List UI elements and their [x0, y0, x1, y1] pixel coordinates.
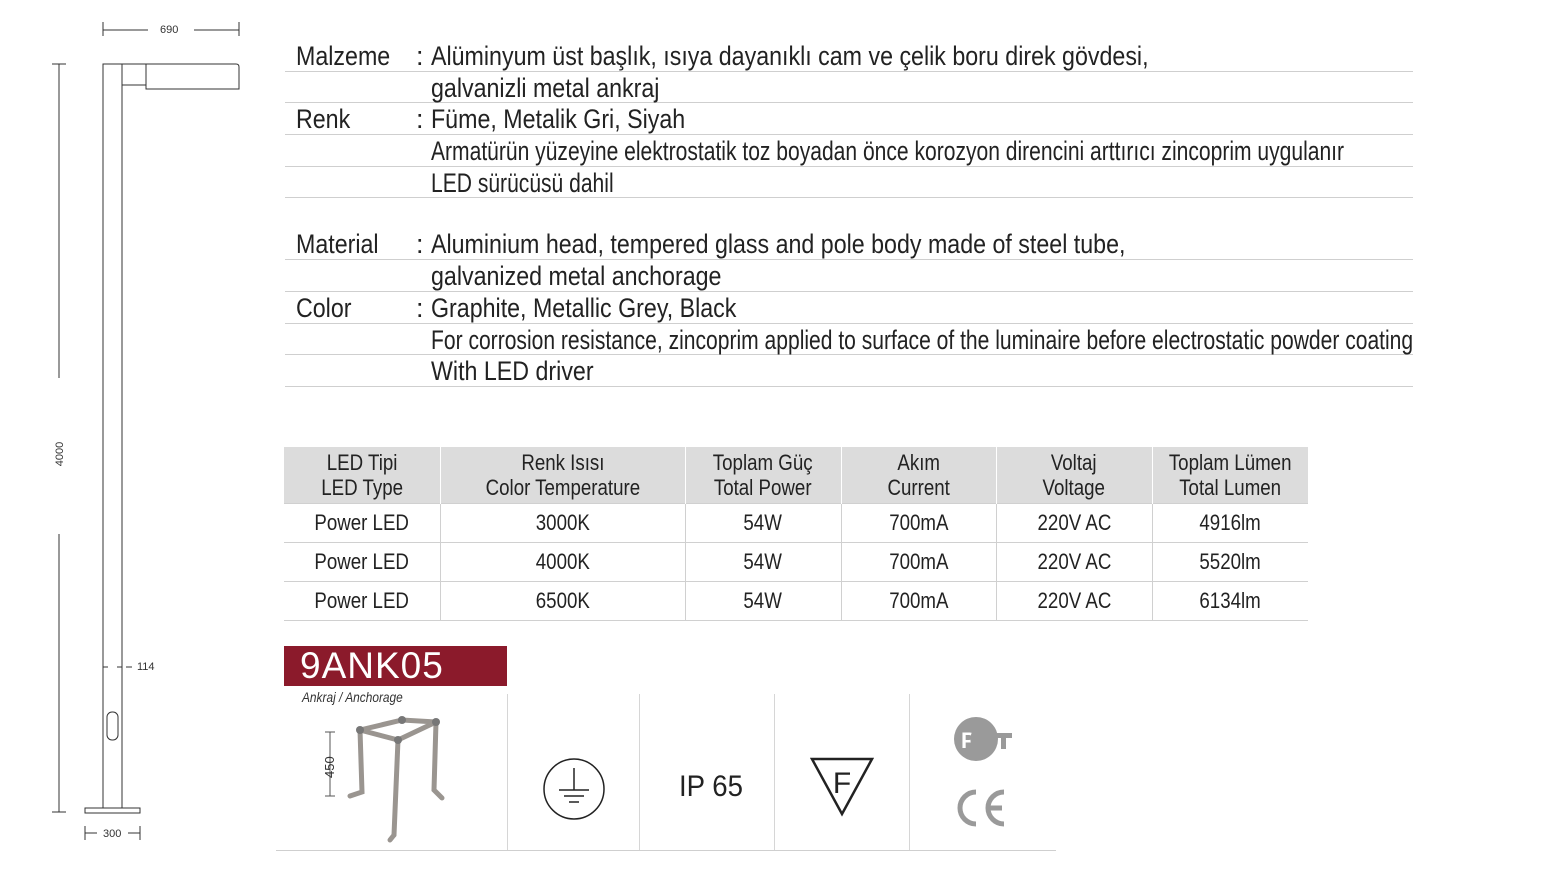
table-cell: 54W [685, 582, 841, 621]
anchorage-image [300, 710, 480, 850]
table-cell: 5520lm [1152, 543, 1308, 582]
width-dimension-label: 690 [160, 24, 179, 36]
pct-certification-icon [952, 715, 1014, 763]
ip-rating: IP 65 [679, 770, 743, 803]
column-header-total-power: Toplam Güç Total Power [685, 447, 841, 504]
table-cell: Power LED [284, 504, 440, 543]
table-cell: 220V AC [996, 582, 1152, 621]
column-header-color-temperature: Renk Isısı Color Temperature [440, 447, 685, 504]
spec-value: Füme, Metalik Gri, Siyah [431, 104, 686, 135]
column-header-voltage: Voltaj Voltage [996, 447, 1152, 504]
spec-line [285, 72, 1413, 104]
technical-data-table [284, 447, 1308, 621]
spec-colon: : [416, 229, 424, 260]
table-cell: 220V AC [996, 504, 1152, 543]
column-header-total-lumen: Toplam Lümen Total Lumen [1152, 447, 1308, 504]
spec-label: Material [296, 229, 379, 260]
table-cell: 6500K [440, 582, 685, 621]
table-cell: 54W [685, 543, 841, 582]
svg-text:P: P [961, 728, 976, 753]
spec-line [285, 103, 1413, 135]
specs-turkish [285, 40, 1413, 198]
divider [639, 694, 640, 850]
column-header-led-type: LED Tipi LED Type [284, 447, 440, 504]
table-cell: 700mA [841, 543, 996, 582]
table-cell: 220V AC [996, 543, 1152, 582]
table-cell: 4916lm [1152, 504, 1308, 543]
height-dimension-label: 4000 [54, 441, 67, 467]
table-cell: 3000K [440, 504, 685, 543]
table-cell: Power LED [284, 543, 440, 582]
spec-line [285, 324, 1413, 356]
divider [909, 694, 910, 850]
table-cell: Power LED [284, 582, 440, 621]
table-cell: 700mA [841, 582, 996, 621]
specs-english [285, 228, 1413, 386]
anchor-height-label: 450 [322, 756, 337, 778]
spec-colon: : [416, 104, 424, 135]
spec-value: Graphite, Metallic Grey, Black [431, 292, 737, 323]
spec-line [285, 228, 1413, 260]
spec-line [285, 292, 1413, 324]
spec-value: For corrosion resistance, zincoprim applied to surface of the luminaire before electrostatic powder coating [431, 324, 1414, 355]
spec-label: Color [296, 292, 352, 323]
spec-line [285, 167, 1413, 199]
spec-line [285, 40, 1413, 72]
table-header-row [284, 447, 1308, 504]
f-mark-label: F [832, 767, 852, 800]
table-cell: 54W [685, 504, 841, 543]
spec-colon: : [416, 41, 424, 71]
spec-value: LED sürücüsü dahil [431, 167, 614, 198]
ce-mark-icon [954, 788, 1008, 828]
spec-value: galvanizli metal ankraj [431, 72, 660, 103]
spec-value: Alüminyum üst başlık, ısıya dayanıklı cam ve çelik boru direk gövdesi, [431, 41, 1149, 71]
spec-line [285, 355, 1413, 387]
earth-ground-icon [541, 756, 607, 822]
anchor-caption: Ankraj / Anchorage [302, 689, 403, 705]
specifications [285, 40, 1413, 417]
spec-value: Aluminium head, tempered glass and pole body made of steel tube, [431, 229, 1126, 260]
diameter-dimension-label: 114 [137, 661, 155, 673]
product-code-banner: 9ANK05 [284, 646, 507, 686]
table-cell: 700mA [841, 504, 996, 543]
f-mark-icon [810, 757, 874, 817]
spec-line [285, 260, 1413, 292]
spec-label: Malzeme [296, 41, 391, 71]
base-dimension-label: 300 [103, 828, 122, 840]
pole-drawing [0, 0, 260, 873]
column-header-current: Akım Current [841, 447, 996, 504]
table-row [284, 543, 1308, 582]
divider [507, 694, 508, 850]
spec-label: Renk [296, 104, 351, 135]
spec-value: galvanized metal anchorage [431, 261, 722, 292]
spec-line [285, 135, 1413, 167]
spec-colon: : [416, 292, 424, 323]
table-cell: 4000K [440, 543, 685, 582]
table-cell: 6134lm [1152, 582, 1308, 621]
divider [774, 694, 775, 850]
table-row [284, 582, 1308, 621]
spec-value: With LED driver [431, 356, 594, 387]
table-row [284, 504, 1308, 543]
spec-value: Armatürün yüzeyine elektrostatik toz boyadan önce korozyon direncini arttırıcı zincoprim uygulanır [431, 136, 1345, 167]
